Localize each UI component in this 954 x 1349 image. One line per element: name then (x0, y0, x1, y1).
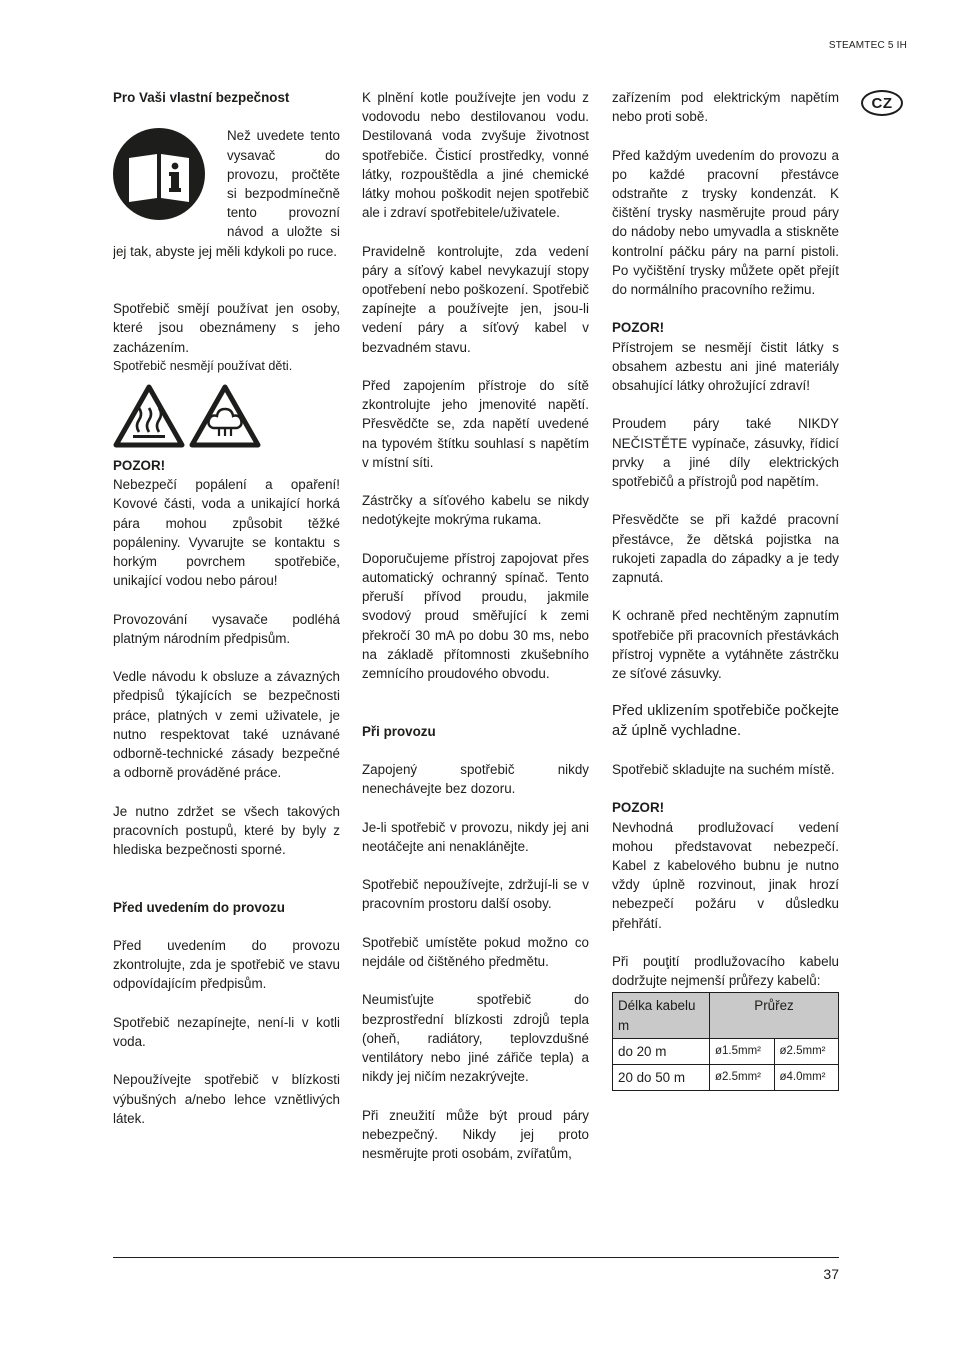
header-model: STEAMTEC 5 IH (828, 40, 907, 51)
intro-block (113, 126, 340, 280)
column-2 (362, 88, 589, 1182)
paragraph-continued: zařízením pod elektrickým napětím nebo proti sobě. (612, 90, 839, 125)
paragraph-steam-misuse: Při zneužití může být proud páry nebezpečný. Nikdy jej proto nesměrujte proti osobám, zvířatům, (362, 1107, 589, 1161)
info-manual-icon (113, 128, 205, 220)
paragraph-voltage: Před zapojením přístroje do sítě zkontrolujte jeho jmenovité napětí. Přesvědčte se, zda napětí uvedené na typovém štítku souhlasí s napětím v místní síti. (362, 378, 589, 470)
hot-surface-warning-icon (113, 384, 185, 448)
paragraph-wet-hands: Zástrčky a síťového kabelu se nikdy nedotýkejte mokrýma rukama. (362, 493, 589, 528)
table-header-length: Délka kabelu m (613, 993, 710, 1038)
paragraph-water: Spotřebič nezapínejte, není-li v kotli voda. (113, 1014, 340, 1049)
column-3 (612, 88, 839, 1091)
paragraph-storage: Spotřebič skladujte na suchém místě. (612, 762, 835, 777)
paragraph-cool-down: Před uklizením spotřebiče počkejte až úplně vychladne. (612, 703, 839, 739)
paragraph-unplug: K ochraně před nechtěným zapnutím spotřebiče při pracovních přestávkách přístroj vypněte a vytáhněte zástrčku ze síťové zásuvky. (612, 608, 839, 682)
warning-title-burn: POZOR! (113, 458, 166, 473)
paragraph-users: Spotřebič smějí používat jen osoby, které jsou obeznámeny s jeho zacházením. (113, 301, 340, 355)
table-cell: ø2.5mm² (710, 1065, 775, 1091)
paragraph-check: Před uvedením do provozu zkontrolujte, zda je spotřebič ve stavu odpovídajícím předpisům. (113, 937, 340, 992)
paragraph-placement: Spotřebič umístěte pokud možno co nejdále od čištěného předmětu. (362, 934, 589, 969)
steam-warning-icon (189, 384, 261, 448)
table-row (613, 1038, 839, 1064)
column-1 (113, 88, 340, 1147)
paragraph-cable-check: Pravidelně kontrolujte, zda vedení páry a síťový kabel nevykazují stopy opotřebení nebo poškození. Spotřebič zapínejte a používejte jen, jsou-li vedení páry a síťový kabel v bezvadném stavu. (362, 243, 589, 355)
paragraph-children: Spotřebič nesmějí používat děti. (113, 358, 293, 373)
table-cell-length: 20 do 50 m (613, 1065, 710, 1091)
table-cell-length: do 20 m (613, 1038, 710, 1064)
table-header-section: Průřez (710, 993, 839, 1038)
paragraph-never-clean: Proudem páry také NIKDY NEČISTĚTE vypínače, zásuvky, řídicí prvky a jiné díly elektrických spotřebičů a přístrojů pod napětím. (612, 416, 839, 490)
paragraph-child-lock: Přesvědčte se při každé pracovní přestávce, že dětská pojistka na rukojeti zapadla do západky a je tedy zapnutá. (612, 512, 839, 586)
paragraph-water-fill: K plnění kotle používejte jen vodu z vodovodu nebo destilovanou vodu. Destilovaná voda zvyšuje životnost spotřebiče. Čisticí prostředky, vonné látky, rozpouštědla a jiné chemické látky mohou poškodit nejen spotřebič ale i zdraví spotřebitele/uživatele. (362, 90, 589, 221)
paragraph-cable-sizes: Při pouţití prodlužovacího kabelu dodržujte nejmenší průřezy kabelů: (612, 954, 839, 989)
paragraph-safety-rules: Vedle návodu k obsluze a závazných předpisů týkajících se bezpečnosti práce, platných v zemi uživatele, je nutno respektovat také uznávané odborně-technické zásady bezpečné a odborně prováděné práce. (113, 669, 340, 781)
intro-text: Než uvedete tento vysavač do provozu, pročtěte si bezpodmínečně tento provozní návod a uložte si jej tak, abyste jej měli kdykoli po ruce. (113, 128, 340, 259)
footer-divider (113, 1257, 839, 1258)
language-badge: CZ (861, 90, 903, 116)
warning-text-asbestos: Přístrojem se nesmějí čistit látky s obsahem azbestu ani jiné materiály obsahující látky ohrožující zdraví! (612, 339, 839, 394)
table-cell: ø1.5mm² (710, 1038, 775, 1064)
warning-title-asbestos: POZOR! (612, 320, 665, 336)
paragraph-unattended: Zapojený spotřebič nikdy nenechávejte bez dozoru. (362, 762, 589, 797)
paragraph-tilt: Je-li spotřebič v provozu, nikdy jej ani neotáčejte ani nenaklánějte. (362, 819, 589, 854)
paragraph-condensate: Před každým uvedením do provozu a po každé pracovní přestávce odstraňte z trysky kondenzát. K čištění trysky nasměrujte proud páry do nádoby nebo umyvadla a stiskněte kontrolní páčku páry na parní pistoli. Po vyčištění trysky můžete opět přejít do normálního pracovního režimu. (612, 147, 839, 298)
paragraph-heat-sources: Neumisťujte spotřebič do bezprostřední blízkosti zdrojů tepla (oheň, radiátory, teplovzdušné ventilátory nebo jiné zářiče tepla) a nikdy jej ničím nezakrývejte. (362, 992, 589, 1085)
warning-title-extension: POZOR! (612, 800, 665, 816)
section-title-before-use: Před uvedením do provozu (113, 899, 285, 915)
paragraph-persons: Spotřebič nepoužívejte, zdržují-li se v pracovním prostoru další osoby. (362, 877, 589, 912)
paragraph-avoid: Je nutno zdržet se všech takových pracovních postupů, které by byly z hlediska bezpečnosti sporné. (113, 803, 340, 858)
paragraph-explosive: Nepoužívejte spotřebič v blízkosti výbušných a/nebo lehce vznětlivých látek. (113, 1072, 340, 1126)
section-title-operation: Při provozu (362, 723, 436, 739)
section-title-safety: Pro Vaši vlastní bezpečnost (113, 90, 290, 105)
paragraph-regulations: Provozování vysavače podléhá platným národním předpisům. (113, 611, 340, 646)
warning-text-burn: Nebezpečí popálení a opaření! Kovové části, voda a unikající horká pára mohou způsobit těžké popáleniny. Vyvarujte se kontaktu s horkým povrchem spotřebiče, unikající vodou nebo párou! (113, 477, 340, 589)
warning-icons (113, 384, 340, 448)
warning-text-extension: Nevhodná prodlužovací vedení mohou představovat nebezpečí. Kabel z kabelového bubnu je nutno vždy úplně rozvinout, jinak hrozí nebezpečí požáru v důsledku přehřátí. (612, 819, 839, 931)
table-cell: ø2.5mm² (774, 1038, 839, 1064)
table-cell: ø4.0mm² (774, 1065, 839, 1091)
paragraph-breaker: Doporučujeme přístroj zapojovat přes automatický ochranný spínač. Tento přeruší přívod proudu, jakmile svodový proud směřující k zemi překročí 30 mA po dobu 30 ms, nebo na základě přítomnosti zkušebního zemnícího proudového obvodu. (362, 550, 589, 682)
table-row (613, 1065, 839, 1091)
cable-table (612, 992, 839, 1091)
page-number: 37 (823, 1266, 839, 1282)
